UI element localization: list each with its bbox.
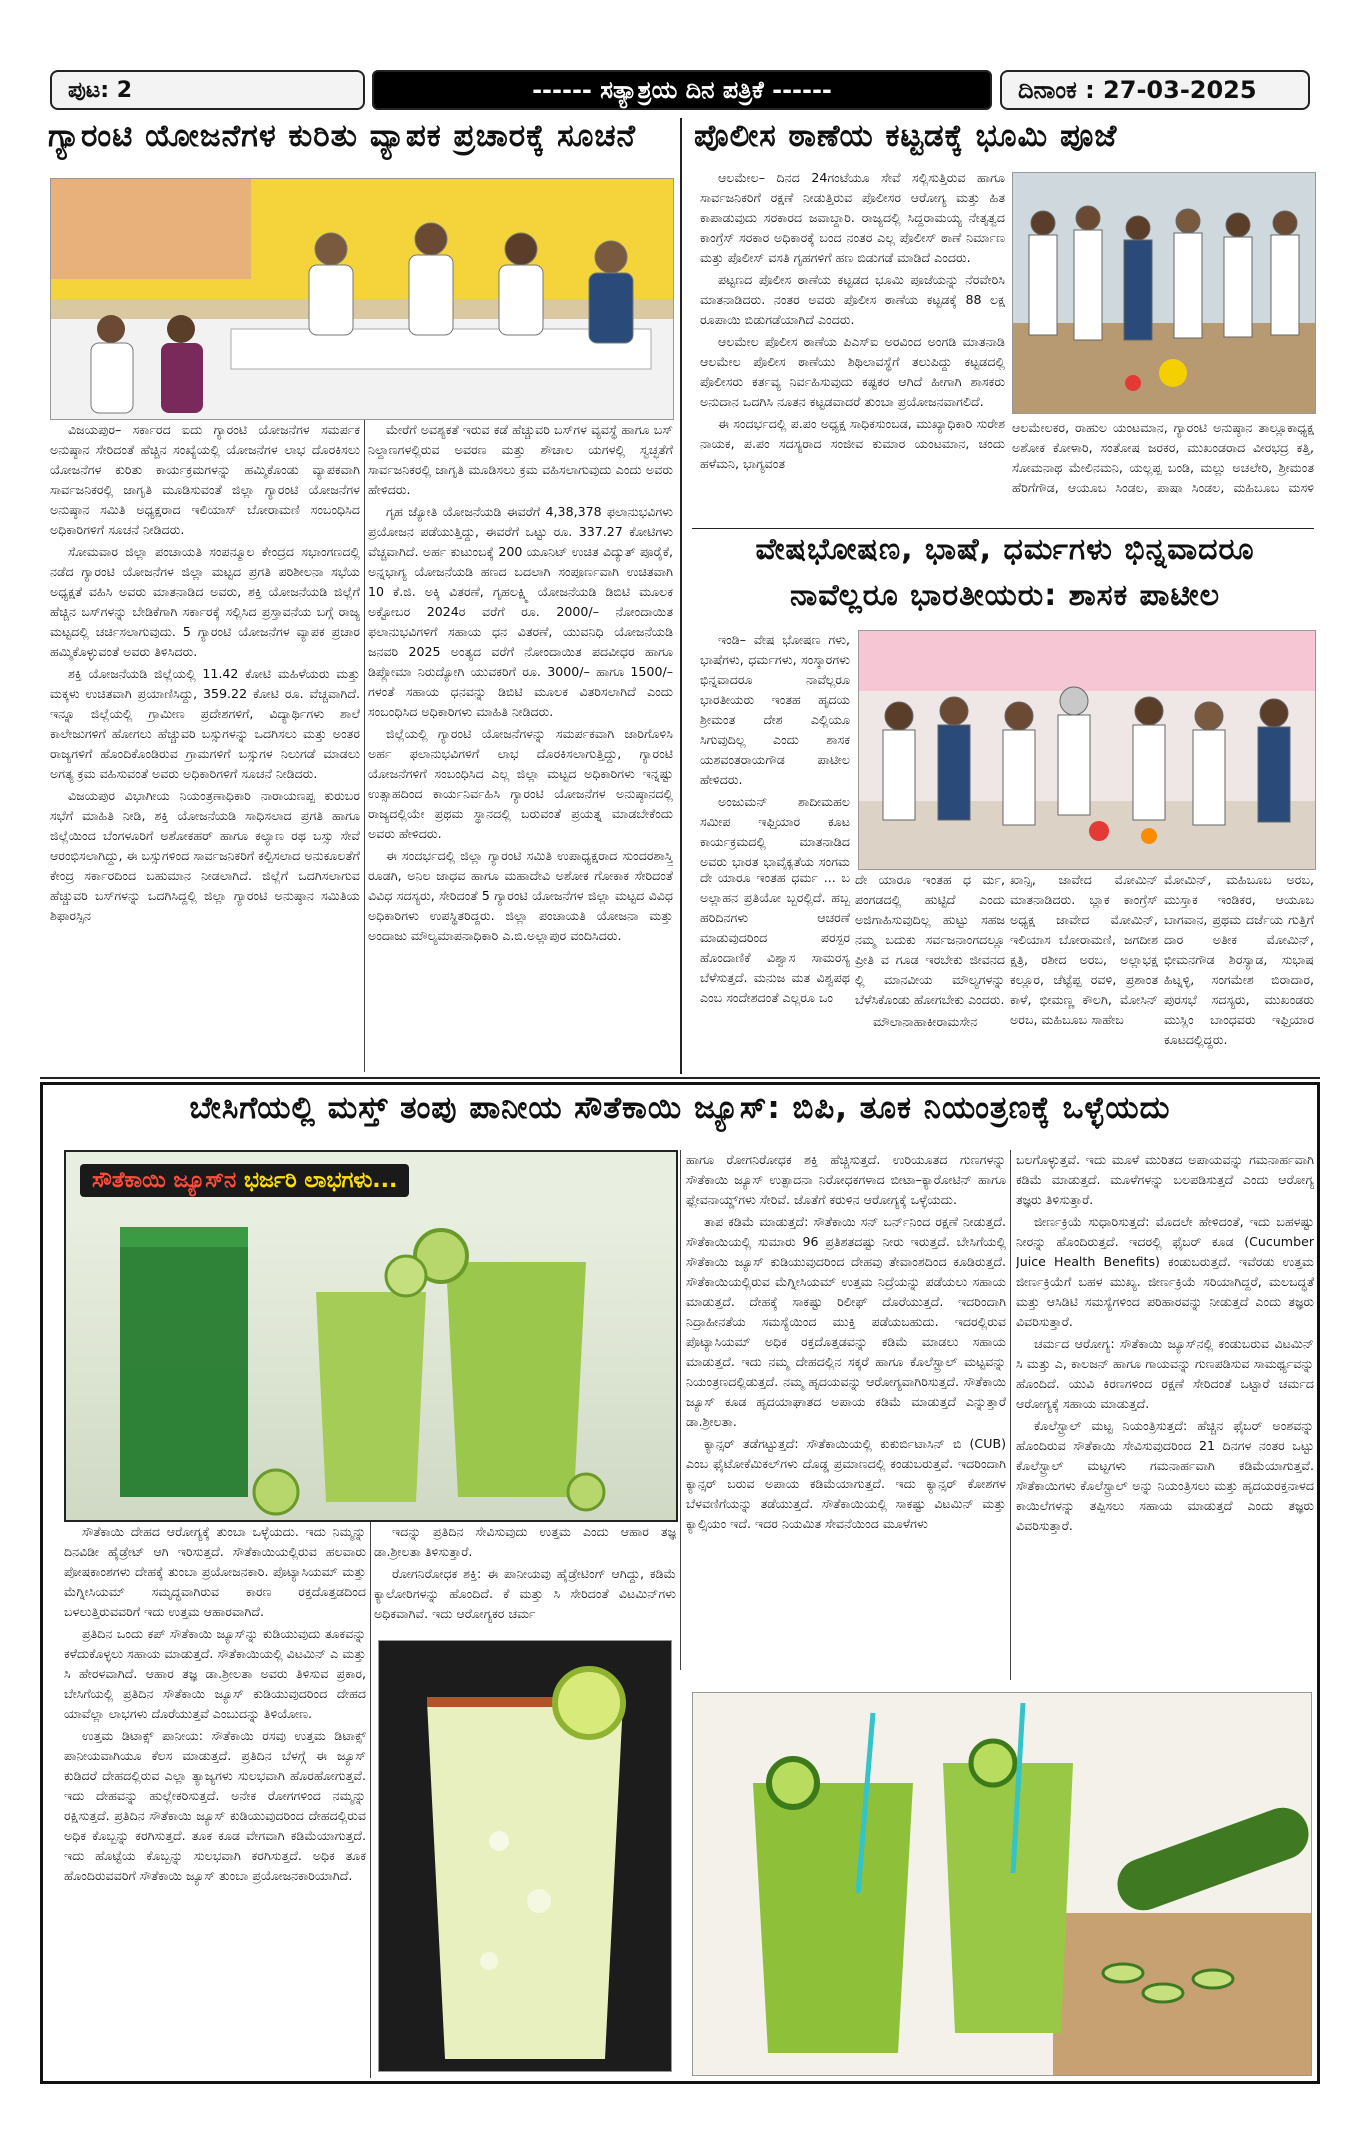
- lime-juice-image: [378, 1640, 672, 2072]
- story4-col-left: ಸೌತೆಕಾಯಿ ದೇಹದ ಆರೋಗ್ಯಕ್ಕೆ ತುಂಬಾ ಒಳ್ಳೆಯದು. ಇದು ನಿಮ್ಮನ್ನು ದಿನವಿಡೀ ಹೈಡ್ರೇಟ್ ಆಗಿ ಇರಿಸುತ್ತದೆ. ಸೌತೆಕಾಯಿಯಲ್ಲಿರುವ ಹಲವಾರು ಪೋಷಕಾಂಶಗಳು ದೇಹಕ್ಕೆ ತುಂಬಾ ಪ್ರಯೋಜನಕಾರಿ. ಪೊಟ್ಯಾಸಿಯಮ್ ಮತ್ತು ಮೆಗ್ನೀಸಿಯಮ್ ಸಮೃದ್ಧವಾಗಿರುವ ಕಾರಣ ರಕ್ತದೊತ್ತಡದಿಂದ ಬಳಲುತ್ತಿರುವವರಿಗೆ ಇದು ಉತ್ತಮ ಆಹಾರವಾಗಿದೆ. ಪ್ರತಿದಿನ ಒಂದು ಕಪ್ ಸೌತೆಕಾಯಿ ಜ್ಯೂಸ್‌ನ್ನು ಕುಡಿಯುವುದು ತೂಕವನ್ನು ಕಳೆದುಕೊಳ್ಳಲು ಸಹಾಯ ಮಾಡುತ್ತದೆ. ಸೌತೆಕಾಯಿಯಲ್ಲಿ ವಿಟಮಿನ್ ಎ ಮತ್ತು ಸಿ ಹೇರಳವಾಗಿದೆ. ಆಹಾರ ತಜ್ಞ ಡಾ.ಶ್ರೀಲತಾ ಅವರು ತಿಳಿಸುವ ಪ್ರಕಾರ, ಬೇಸಿಗೆಯಲ್ಲಿ ಪ್ರತಿದಿನ ಸೌತೆಕಾಯಿ ಜ್ಯೂಸ್ ಕುಡಿಯುವುದರಿಂದ ದೇಹದ ಯಾವೆಲ್ಲಾ ಲಾಭಗಳು ದೊರೆಯುತ್ತವೆ ಎಂಬುದನ್ನು ತಿಳಿಯೋಣ. ಉತ್ತಮ ಡಿಟಾಕ್ಸ್ ಪಾನೀಯ: ಸೌತೆಕಾಯಿ ರಸವು ಉತ್ತಮ ಡಿಟಾಕ್ಸ್ ಪಾನೀಯವಾಗಿಯೂ ಕೆಲಸ ಮಾಡುತ್ತದೆ. ಪ್ರತಿದಿನ ಬೆಳಗ್ಗೆ ಈ ಜ್ಯೂಸ್ ಕುಡಿದರೆ ದೇಹದಲ್ಲಿರುವ ಎಲ್ಲಾ ತ್ಯಾಜ್ಯಗಳು ಸುಲಭವಾಗಿ ಹೊರಹೋಗುತ್ತವೆ. ಇದು ದೇಹವನ್ನು ಹುಲ್ಲೇಕರಿಸುತ್ತದೆ. ಅನೇಕ ರೋಗಗಳಿಂದ ನಮ್ಮನ್ನು ರಕ್ಷಿಸುತ್ತದೆ. ಪ್ರತಿದಿನ ಸೌತೆಕಾಯಿ ಜ್ಯೂಸ್ ಕುಡಿಯುವುದರಿಂದ ದೇಹದಲ್ಲಿರುವ ಅಧಿಕ ಕೊಬ್ಬನ್ನು ಕರಗಿಸುತ್ತದೆ. ತೂಕ ಕೂಡ ವೇಗವಾಗಿ ಕಡಿಮೆಯಾಗುತ್ತದೆ. ಇದು ಹೊಟ್ಟೆಯ ಕೊಬ್ಬನ್ನು ಸುಲಭವಾಗಿ ಕರಗಿಸುತ್ತದೆ. ಅಧಿಕ ತೂಕ ಹೊಂದಿರುವವರಿಗೆ ಸೌತೆಕಾಯಿ ಜ್ಯೂಸ್ ತುಂಬಾ ಪ್ರಯೋಜನಕಾರಿಯಾಗಿದೆ.: [64, 1524, 366, 1883]
- page-number: ಪುಟ: 2: [50, 70, 365, 110]
- story3-col-d: ಮೋಮಿನ್, ಮಹಿಬೂಬ ಅರಬ, ಮುಸ್ತಾಕ ಇಂಡಿಕರ, ಆಯೂಬ ಬಾಗವಾನ, ಪ್ರಥಮ ದರ್ಜೆಯ ಗುತ್ತಿಗೆ ದಾರ ಅತೀಕ ಮೋಮಿನ್, ಭೀಮನಗೌಡ ಶಿರಸ್ಯಾಡ, ಸುಭಾಷ ಹಿಟ್ನಳ್ಳಿ, ಸಂಗಮೇಶ ಬಿರಾದಾರ, ಪುರಸಭೆ ಸದಸ್ಯರು, ಮುಖಂಡರು ಮುಸ್ಲಿಂ ಬಾಂಧವರು ಇಫ್ತಿಯಾರ ಕೂಟದಲ್ಲಿದ್ದರು.: [1164, 872, 1314, 1047]
- banner-title: ಸೌತೆಕಾಯಿ ಜ್ಯೂಸ್‌ನ ಭರ್ಜರಿ ಲಾಭಗಳು...: [80, 1164, 409, 1197]
- story2-caption: ಆಲಮೇಲಕರ, ರಾಹುಲ ಯಂಟಮಾನ, ಗ್ಯಾರಂಟಿ ಅನುಷ್ಠಾನ ತಾಲ್ಲೂಕಾಧ್ಯಕ್ಷ ಅಶೋಕ ಕೋಳಾರಿ, ಸಂತೋಷ ಜರಕರ, ಮುಖಂಡರಾದ ವೀರಭದ್ರ ಕತ್ತಿ, ಸೋಮನಾಥ ಮೇಲಿನಮನಿ, ಯಲ್ಲಪ್ಪ ಬಂಡಿ, ಮಲ್ಲು ಅಚಲೇರಿ, ಶ್ರೀಮಂತ ಹೆರಿಗೆಗೌಡ, ಆಯೂಬ ಸಿಂಡಲ, ಪಾಷಾ ಸಿಂಡಲ, ಮಹಿಬೂಬ ಮಸಳಿ: [1012, 420, 1314, 495]
- story2-headline: ಪೊಲೀಸ ಠಾಣೆಯ ಕಟ್ಟಡಕ್ಕೆ ಭೂಮಿ ಪೂಜೆ: [694, 118, 1118, 154]
- col-divider: [364, 420, 365, 1072]
- story3-headline-1: ವೇಷಭೋಷಣ, ಭಾಷೆ, ಧರ್ಮಗಳು ಭಿನ್ನವಾದರೂ: [755, 532, 1255, 567]
- col-divider: [1010, 1150, 1011, 1680]
- meeting-photo: [50, 178, 674, 420]
- story-divider: [692, 528, 1314, 529]
- juice-banner-image: [64, 1150, 678, 1522]
- story1-headline: ಗ್ಯಾರಂಟಿ ಯೋಜನೆಗಳ ಕುರಿತು ವ್ಯಾಪಕ ಪ್ರಚಾರಕ್ಕೆ ಸೂಚನೆ: [48, 118, 637, 154]
- story3-col-b: ದೇ ಯಾರೂ ಇಂತಹ ಧ ರ್ಮ, ಪಂಗಡದಲ್ಲಿ ಹುಟ್ಟಿದೆ ಎಂದು ಅಜಿಗಾಹಿಸುವುದಿಲ್ಲ ಹುಟ್ಟು ಸಹಜ ನಮ್ಮ ಬದುಕು ಸರ್ವಜನಾಂಗದಲ್ಲೂ ಪ್ರೀತಿ ವ ಗೂಡ ಇರಬೇಕು ಜೀವನದ ಲ್ಲಿ ಮಾನವೀಯ ಮೌಲ್ಯಗಳನ್ನು ಬೆಳೆಸಿಕೊಂಡು ಹೋಗಬೇಕು ಎಂದರು. ಮೌಲಾನಾಹಾಕೀರಾಮಸೇನ: [855, 872, 1005, 1029]
- paper-name: ------ ಸತ್ಯಾಶ್ರಯ ದಿನ ಪತ್ರಿಕೆ ------: [372, 70, 992, 110]
- story1-col1: ವಿಜಯಪುರ– ಸರ್ಕಾರದ ಐದು ಗ್ಯಾರಂಟಿ ಯೋಜನೆಗಳ ಸಮರ್ಪಕ ಅನುಷ್ಠಾನ ಸೇರಿದಂತೆ ಹೆಚ್ಚಿನ ಸಂಖ್ಯೆಯಲ್ಲಿ ಯೋಜನೆಗಳ ಲಾಭ ದೊರಕಿಸಲು ಯೋಜನೆಗಳ ಕುರಿತು ಕಾರ್ಯಕ್ರಮಗಳನ್ನು ಹಮ್ಮಿಕೊಂಡು ವ್ಯಾಪಕವಾಗಿ ಸಾರ್ವಜನಿಕರಲ್ಲಿ ಜಾಗೃತಿ ಮೂಡಿಸುವಂತೆ ಜಿಲ್ಲಾ ಗ್ಯಾರಂಟಿ ಯೋಜನೆಗಳ ಅನುಷ್ಠಾನ ಸಮಿತಿ ಅಧ್ಯಕ್ಷರಾದ ಇಲಿಯಾಸ್ ಬೋರಾಮಣಿ ಸಂಬಂಧಿಸಿದ ಅಧಿಕಾರಿಗಳಿಗೆ ಸೂಚನೆ ನೀಡಿದರು. ಸೋಮವಾರ ಜಿಲ್ಲಾ ಪಂಚಾಯತಿ ಸಂಪನ್ಮೂಲ ಕೇಂದ್ರದ ಸಭಾಂಗಣದಲ್ಲಿ ನಡೆದ ಗ್ಯಾರಂಟಿ ಯೋಜನೆಗಳ ಜಿಲ್ಲಾ ಮಟ್ಟದ ಪ್ರಗತಿ ಪರಿಶೀಲನಾ ಸಭೆಯ ಅಧ್ಯಕ್ಷತೆ ವಹಿಸಿ ಅವರು ಮಾತನಾಡಿದ ಅವರು, ಶಕ್ತಿ ಯೋಜನೆಯಡಿ ಜಿಲ್ಲೆಗೆ ಹೆಚ್ಚಿನ ಬಸ್‌ಗಳನ್ನು ಬೇಡಿಕೆಗಾಗಿ ಸರ್ಕಾರಕ್ಕೆ ಸಲ್ಲಿಸಿದ ಪ್ರಸ್ತಾವನೆಯ ಬಗ್ಗೆ ರಾಜ್ಯ ಮಟ್ಟದಲ್ಲಿ ಚರ್ಚಿಸಲಾಗುವುದು. 5 ಗ್ಯಾರಂಟಿ ಯೋಜನೆಗಳ ವ್ಯಾಪಕ ಪ್ರಚಾರ ಹಮ್ಮಿಕೊಳ್ಳುವಂತೆ ಅವರು ತಿಳಿಸಿದರು. ಶಕ್ತಿ ಯೋಜನೆಯಡಿ ಜಿಲ್ಲೆಯಲ್ಲಿ 11.42 ಕೋಟಿ ಮಹಿಳೆಯರು ಮತ್ತು ಮಕ್ಕಳು ಉಚಿತವಾಗಿ ಪ್ರಯಾಣಿಸಿದ್ದು, 359.22 ಕೋಟಿ ರೂ. ವೆಚ್ಚವಾಗಿದೆ. ಇನ್ನೂ ಜಿಲ್ಲೆಯಲ್ಲಿ ಗ್ರಾಮೀಣ ಪ್ರದೇಶಗಳಿಗೆ, ವಿದ್ಯಾರ್ಥಿಗಳು ಶಾಲೆ ಕಾಲೇಜುಗಳಿಗೆ ಹೋಗಲು ಹೆಚ್ಚುವರಿ ಬಸ್ಸುಗಳನ್ನು ಒದಗಿಸಲು ಮತ್ತು ಅಂತರ ರಾಜ್ಯಗಳಿಗೆ ಹೊಂದಿಕೊಂಡಿರುವ ಗ್ರಾಮಗಳಿಗೆ ಬಸ್ಸುಗಳ ನಿಲುಗಡೆ ಮಾಡಲು ಅಗತ್ಯ ಕ್ರಮ ವಹಿಸುವಂತೆ ಅವರು ಅಧಿಕಾರಿಗಳಿಗೆ ಸೂಚನೆ ನೀಡಿದರು. ವಿಜಯಪುರ ವಿಭಾಗೀಯ ನಿಯಂತ್ರಣಾಧಿಕಾರಿ ನಾರಾಯಣಪ್ಪ ಕುರುಬರ ಸಭೆಗೆ ಮಾಹಿತಿ ನೀಡಿ, ಶಕ್ತಿ ಯೋಜನೆಯಡಿ ಸಾಧಿಸಲಾದ ಪ್ರಗತಿ ಹಾಗೂ ಜಿಲ್ಲೆಯಿಂದ ಬೆಂಗಳೂರಿಗೆ ಅಶೋಕಹರ್ ಹಾಗೂ ಕಲ್ಯಾಣ ರಥ ಬಸ್ಸು ಸೇವೆ ಆರಂಭಿಸಲಾಗಿದ್ದು, ಈ ಬಸ್ಸುಗಳಿಂದ ಸಾರ್ವಜನಿಕರಿಗೆ ಕಲ್ಪಿಸಲಾದ ಅನುಕೂಲತೆಗೆ ಕೇಂದ್ರ ಸರ್ಕಾರದಿಂದ ಬಹುಮಾನ ನೀಡಲಾಗಿದೆ. ಜಿಲ್ಲೆಗೆ ಒದಗಿಸಲಾಗುವ ಹೆಚ್ಚುವರಿ ಬಸ್‌ಗಳನ್ನು ಒದಗಿಸಿದ್ದಲ್ಲಿ ಜಿಲ್ಲಾ ಗ್ಯಾರಂಟಿ ಅನುಷ್ಠಾನ ಸಮಿತಿಯ ಶಿಫಾರಸ್ಸಿನ: [50, 422, 360, 923]
- story3-col-a: ದೇ ಯಾರೂ ಇಂತಹ ಧರ್ಮ ... ಬ ಅಲ್ಲಾಹನ ಪ್ರತಿಯೋ ಬ್ಬರಲ್ಲಿದೆ. ಹಬ್ಬ ಹರಿದಿನಗಳು ಆಚರಣೆ ಮಾಡುವುದರಿಂದ ಪರಸ್ಪರ ಹೊಂದಾಣಿಕೆ ವಿಶ್ವಾಸ ಸಾಮರಸ್ಯ ಬೆಳೆಸುತ್ತದೆ. ಮನುಜ ಮತ ವಿಶ್ವಪಥ ಎಂಬ ಸಂದೇಶದಂತೆ ಎಲ್ಲರೂ ಒಂ: [700, 870, 850, 1005]
- cucumber-juice-image: [692, 1692, 1312, 2076]
- story2-body: ಆಲಮೇಲ– ದಿನದ 24ಗಂಟೆಯೂ ಸೇವೆ ಸಲ್ಲಿಸುತ್ತಿರುವ ಹಾಗೂ ಸಾರ್ವಜನಿಕರಿಗೆ ರಕ್ಷಣೆ ನೀಡುತ್ತಿರುವ ಪೊಲೀಸರ ಆರೋಗ್ಯ ಮತ್ತು ಹಿತ ಕಾಪಾಡುವುದು ಸರಕಾರದ ಜವಾಬ್ದಾರಿ. ರಾಜ್ಯದಲ್ಲಿ ಸಿದ್ದರಾಮಯ್ಯ ನೇತೃತ್ವದ ಕಾಂಗ್ರೆಸ್ ಸರಕಾರ ಅಧಿಕಾರಕ್ಕೆ ಬಂದ ನಂತರ ಎಲ್ಲ ಪೊಲೀಸ್ ಠಾಣೆ ನಿರ್ಮಾಣ ಮತ್ತು ಪೊಲೀಸ್ ವಸತಿ ಗೃಹಗಳಿಗೆ ಹಣ ಬಿಡುಗಡೆ ಮಾಡಿದೆ ಎಂದರು. ಪಟ್ಟಣದ ಪೊಲೀಸ ಠಾಣೆಯ ಕಟ್ಟಡದ ಭೂಮಿ ಪೂಜೆಯನ್ನು ನೆರವೇರಿಸಿ ಮಾತನಾಡಿದರು. ನಂತರ ಅವರು ಪೊಲೀಸ ಠಾಣೆಯ ಕಟ್ಟಡಕ್ಕೆ 88 ಲಕ್ಷ ರೂಪಾಯಿ ಬಿಡುಗಡೆಯಾಗಿದೆ ಎಂದರು. ಆಲಮೇಲ ಪೊಲೀಸ ಠಾಣೆಯ ಪಿಎಸ್‌ಐ ಅರವಿಂದ ಅಂಗಡಿ ಮಾತನಾಡಿ ಆಲಮೇಲ ಪೊಲೀಸ ಠಾಣೆಯು ಶಿಥಿಲಾವಸ್ಥೆಗೆ ತಲುಪಿದ್ದು ಕಟ್ಟಡದಲ್ಲಿ ಪೊಲೀಸರು ಕರ್ತವ್ಯ ನಿರ್ವಹಿಸುವುದು ಕಷ್ಟಕರ ಆಗಿದೆ ಹೀಗಾಗಿ ಶಾಸಕರು ಅನುದಾನ ಒದಗಿಸಿ ನೂತನ ಕಟ್ಟಡವಾದರೆ ತುಂಬಾ ಪ್ರಯೋಜನವಾಗಲಿದೆ. ಈ ಸಂದರ್ಭದಲ್ಲಿ ಪ.ಪಂ ಅಧ್ಯಕ್ಷ ಸಾಧಿಕಸುಂಬಡ, ಮುಖ್ಯಾಧಿಕಾರಿ ಸುರೇಶ ನಾಯಕ, ಪ.ಪಂ ಸದಸ್ಯರಾದ ಸಂಜೀವ ಕುಮಾರ ಯಂಟಮಾನ, ಚಂದು ಹಳೆಮನಿ, ಭಾಗ್ಯವಂತ: [700, 170, 1005, 471]
- story4-col-mid: ಇದನ್ನು ಪ್ರತಿದಿನ ಸೇವಿಸುವುದು ಉತ್ತಮ ಎಂದು ಆಹಾರ ತಜ್ಞ ಡಾ.ಶ್ರೀಲತಾ ತಿಳಿಸುತ್ತಾರೆ. ರೋಗನಿರೋಧಕ ಶಕ್ತಿ: ಈ ಪಾನೀಯವು ಹೈಡ್ರೇಟಿಂಗ್ ಆಗಿದ್ದು, ಕಡಿಮೆ ಕ್ಯಾಲೋರಿಗಳನ್ನು ಹೊಂದಿದೆ. ಕೆ ಮತ್ತು ಸಿ ಸೇರಿದಂತೆ ವಿಟಮಿನ್‌ಗಳು ಅಧಿಕವಾಗಿವೆ. ಇದು ಆರೋಗ್ಯಕರ ಚರ್ಮ: [374, 1524, 676, 1621]
- story4-col-r2: ಬಲಗೊಳ್ಳುತ್ತವೆ. ಇದು ಮೂಳೆ ಮುರಿತದ ಅಪಾಯವನ್ನು ಗಮನಾರ್ಹವಾಗಿ ಕಡಿಮೆ ಮಾಡುತ್ತದೆ. ಮೂಳೆಗಳನ್ನು ಬಲಪಡಿಸುತ್ತದೆ ಎಂದು ಆರೋಗ್ಯ ತಜ್ಞರು ತಿಳಿಸುತ್ತಾರೆ. ಜೀರ್ಣಕ್ರಿಯೆ ಸುಧಾರಿಸುತ್ತದೆ: ಮೊದಲೇ ಹೇಳಿದಂತೆ, ಇದು ಬಹಳಷ್ಟು ನೀರನ್ನು ಹೊಂದಿರುತ್ತದೆ. ಇದರಲ್ಲಿ ಫೈಬರ್ ಕೂಡ (Cucumber Juice Health Benefits) ಕಂಡುಬರುತ್ತದೆ. ಇವೆರಡು ಉತ್ತಮ ಜೀರ್ಣಕ್ರಿಯೆಗೆ ಬಹಳ ಮುಖ್ಯ. ಜೀರ್ಣಕ್ರಿಯೆ ಸರಿಯಾಗಿದ್ದರೆ, ಮಲಬದ್ಧತೆ ಮತ್ತು ಆಸಿಡಿಟಿ ಸಮಸ್ಯೆಗಳಿಂದ ಪರಿಹಾರವನ್ನು ನೀಡುತ್ತದೆ ಎಂದು ತಜ್ಞರು ವಿವರಿಸುತ್ತಾರೆ. ಚರ್ಮದ ಆರೋಗ್ಯ: ಸೌತೆಕಾಯಿ ಜ್ಯೂಸ್‌ನಲ್ಲಿ ಕಂಡುಬರುವ ವಿಟಮಿನ್ ಸಿ ಮತ್ತು ಎ, ಕಾಲಜನ್ ಹಾಗೂ ಗಾಯವನ್ನು ಗುಣಪಡಿಸುವ ಸಾಮರ್ಥ್ಯವನ್ನು ಹೊಂದಿದೆ. ಯುವಿ ಕಿರಣಗಳಿಂದ ರಕ್ಷಣೆ ಸೇರಿದಂತೆ ಒಟ್ಟಾರೆ ಚರ್ಮದ ಆರೋಗ್ಯಕ್ಕೆ ಸಹಾಯ ಮಾಡುತ್ತದೆ. ಕೊಲೆಸ್ಟ್ರಾಲ್ ಮಟ್ಟ ನಿಯಂತ್ರಿಸುತ್ತದೆ: ಹೆಚ್ಚಿನ ಫೈಬರ್ ಅಂಶವನ್ನು ಹೊಂದಿರುವ ಸೌತೆಕಾಯಿ ಸೇವಿಸುವುದರಿಂದ 21 ದಿನಗಳ ನಂತರ ಒಟ್ಟು ಕೊಲೆಸ್ಟ್ರಾಲ್ ಮಟ್ಟಗಳು ಗಮನಾರ್ಹವಾಗಿ ಕಡಿಮೆಯಾಗುತ್ತವೆ. ಸೌತೆಕಾಯಿಗಳು ಕೊಲೆಸ್ಟ್ರಾಲ್ ಅನ್ನು ನಿಯಂತ್ರಿಸಲು ಮತ್ತು ಹೃದಯರಕ್ತನಾಳದ ಕಾಯಿಲೆಗಳನ್ನು ತಪ್ಪಿಸಲು ಸಹಾಯ ಮಾಡುತ್ತದೆ ಎಂದು ತಜ್ಞರು ವಿವರಿಸುತ್ತಾರೆ.: [1016, 1152, 1314, 1533]
- story3-col-c: ಖಾನ್ಸಿ, ಜಾವೇದ ಮೋಮಿನ್ ಮಾತನಾಡಿದರು. ಬ್ಲಾಕ ಕಾಂಗ್ರೆಸ್ ಅಧ್ಯಕ್ಷ ಜಾವೇದ ಮೋಮಿನ್, ಇಲಿಯಾಸ ಬೋರಾಮಣಿ, ಜಗದೀಶ ಕ್ಷತ್ರಿ, ರಶೀದ ಅರಬ, ಅಲ್ಲಾಭಕ್ಷ ಕಲ್ಲೂರ, ಚೆಟ್ಟೆಪ್ಪ ರವಳಿ, ಪ್ರಶಾಂತ ಕಾಳೆ, ಭೀಮಣ್ಣ ಕೌಲಗಿ, ಮೋಸಿನ್ ಅರಬ, ಮಹಿಬೂಬ ಸಾಹೇಬ: [1010, 872, 1158, 1027]
- story4-col-r1: ಹಾಗೂ ರೋಗನಿರೋಧಕ ಶಕ್ತಿ ಹೆಚ್ಚಿಸುತ್ತದೆ. ಉರಿಯೂತದ ಗುಣಗಳನ್ನು ಸೌತೆಕಾಯಿ ಜ್ಯೂಸ್ ಉತ್ಪಾದನಾ ನಿರೋಧಕಗಳಾದ ಬೀಟಾ–ಕ್ಯಾರೋಟಿನ್ ಹಾಗೂ ಫ್ಲೇವನಾಯ್ಡ್‌ಗಳು ಸೇರಿವೆ. ಜೊತೆಗೆ ಕರುಳಿನ ಆರೋಗ್ಯಕ್ಕೆ ಒಳ್ಳೆಯದು. ತಾಪ ಕಡಿಮೆ ಮಾಡುತ್ತದೆ: ಸೌತೆಕಾಯಿ ಸನ್ ಬರ್ನ್‌ನಿಂದ ರಕ್ಷಣೆ ನೀಡುತ್ತದೆ. ಸೌತೆಕಾಯಿಯಲ್ಲಿ ಸುಮಾರು 96 ಪ್ರತಿಶತದಷ್ಟು ನೀರು ಇರುತ್ತದೆ. ಬೇಸಿಗೆಯಲ್ಲಿ ಸೌತೆಕಾಯಿ ಜ್ಯೂಸ್ ಕುಡಿಯುವುದರಿಂದ ದೇಹವು ತೇವಾಂಶದಿಂದ ಕೂಡಿರುತ್ತದೆ. ಸೌತೆಕಾಯಿಯಲ್ಲಿರುವ ಮೆಗ್ನೀಸಿಯಮ್ ಉತ್ತಮ ನಿದ್ರೆಯನ್ನು ಪಡೆಯಲು ಸಹಾಯ ಮಾಡುತ್ತದೆ. ದೇಹಕ್ಕೆ ಸಾಕಷ್ಟು ರಿಲೀಫ್ ದೊರೆಯುತ್ತದೆ. ಇದರಿಂದಾಗಿ ನಿದ್ರಾಹೀನತೆಯ ಸಮಸ್ಯೆಯಿಂದ ಮುಕ್ತಿ ಪಡೆಯಬಹುದು. ಇದರಲ್ಲಿರುವ ಪೊಟ್ಯಾಸಿಯಮ್ ಅಧಿಕ ರಕ್ತದೊತ್ತಡವನ್ನು ಕಡಿಮೆ ಮಾಡಲು ಸಹಾಯ ಮಾಡುತ್ತದೆ. ಇದು ನಮ್ಮ ದೇಹದಲ್ಲಿನ ಸಕ್ಕರೆ ಹಾಗೂ ಕೊಲೆಸ್ಟ್ರಾಲ್ ಮಟ್ಟವನ್ನು ನಿಯಂತ್ರಣದಲ್ಲಿಡುತ್ತದೆ. ನಮ್ಮ ಹೃದಯವನ್ನು ಆರೋಗ್ಯವಾಗಿರಿಸುತ್ತದೆ. ಸೌತೆಕಾಯಿ ಜ್ಯೂಸ್ ಕೂಡ ಹೃದಯಾಘಾತದ ಅಪಾಯ ಕಡಿಮೆ ಮಾಡುತ್ತದೆ ಎನ್ನುತ್ತಾರೆ ಡಾ.ಶ್ರೀಲತಾ. ಕ್ಯಾನ್ಸರ್ ತಡೆಗಟ್ಟುತ್ತದೆ: ಸೌತೆಕಾಯಿಯಲ್ಲಿ ಕುಕುರ್ಬಿಟಾಸಿನ್ ಬಿ (CUB) ಎಂಬ ಫೈಟೋಕೆಮಿಕಲ್‌ಗಳು ದೊಡ್ಡ ಪ್ರಮಾಣದಲ್ಲಿ ಕಂಡುಬರುತ್ತವೆ. ಇದರಿಂದಾಗಿ ಕ್ಯಾನ್ಸರ್ ಬರುವ ಅಪಾಯ ಕಡಿಮೆಯಾಗುತ್ತದೆ. ಇದು ಕ್ಯಾನ್ಸರ್ ಕೋಶಗಳ ಬೆಳವಣಿಗೆಯನ್ನು ತಡೆಯುತ್ತದೆ. ಸೌತೆಕಾಯಿಯಲ್ಲಿ ಸಾಕಷ್ಟು ವಿಟಮಿನ್ ಮತ್ತು ಕ್ಯಾಲ್ಸಿಯಂ ಇದೆ. ಇದರ ನಿಯಮಿತ ಸೇವನೆಯಿಂದ ಮೂಳೆಗಳು: [686, 1152, 1006, 1531]
- col-divider: [680, 1150, 681, 1670]
- issue-date: ದಿನಾಂಕ : 27-03-2025: [1000, 70, 1310, 110]
- story4-headline: ಬೇಸಿಗೆಯಲ್ಲಿ ಮಸ್ತ್ ತಂಪು ಪಾನೀಯ ಸೌತೆಕಾಯಿ ಜ್ಯೂಸ್: ಬಿಪಿ, ತೂಕ ನಿಯಂತ್ರಣಕ್ಕೆ ಒಳ್ಳೆಯದು: [189, 1090, 1171, 1126]
- iftar-photo: [858, 630, 1316, 870]
- story3-headline-2: ನಾವೆಲ್ಲರೂ ಭಾರತೀಯರು: ಶಾಸಕ ಪಾಟೀಲ: [789, 578, 1221, 613]
- section-divider: [40, 1077, 1320, 1079]
- col-divider: [370, 1522, 371, 2078]
- story3-lead: ಇಂಡಿ– ವೇಷ ಭೋಷಣ ಗಳು, ಭಾಷೆಗಳು, ಧರ್ಮಗಳು, ಸಂಸ್ಕಾರಗಳು ಭಿನ್ನವಾದರೂ ನಾವೆಲ್ಲರೂ ಭಾರತೀಯರು ಇಂತಹ ಹೃದಯ ಶ್ರೀಮಂತ ದೇಶ ಎಲ್ಲಿಯೂ ಸಿಗುವುದಿಲ್ಲ ಎಂದು ಶಾಸಕ ಯಶವಂತರಾಯಗೌಡ ಪಾಟೀಲ ಹೇಳಿದರು. ಅಂಜುಮನ್ ಶಾದೀಮಹಲ ಸಮೀಪ ಇಫ್ತಿಯಾರ ಕೂಟ ಕಾರ್ಯಕ್ರಮದಲ್ಲಿ ಮಾತನಾಡಿದ ಅವರು ಭಾರತ ಭಾವೈಕ್ಯತೆಯ ಸಂಗಮ: [700, 632, 850, 869]
- ground-breaking-photo: [1012, 172, 1316, 414]
- page-divider: [680, 118, 682, 1074]
- story1-col2: ಮೇರೆಗೆ ಅವಶ್ಯಕತೆ ಇರುವ ಕಡೆ ಹೆಚ್ಚುವರಿ ಬಸ್‌ಗಳ ವ್ಯವಸ್ಥೆ ಹಾಗೂ ಬಸ್ ನಿಲ್ದಾಣಗಳಲ್ಲಿರುವ ಅವರಣ ಮತ್ತು ಶೌಚಾಲ ಯಗಳಲ್ಲಿ ಸ್ವಚ್ಛತೆಗೆ ಸಾರ್ವಜನಿಕರಲ್ಲಿ ಜಾಗೃತಿ ಮೂಡಿಸಲು ಕ್ರಮ ವಹಿಸಲಾಗುವುದು ಎಂದು ಅವರು ಹೇಳಿದರು. ಗೃಹ ಜ್ಯೋತಿ ಯೋಜನೆಯಡಿ ಈವರೆಗೆ 4,38,378 ಫಲಾನುಭವಿಗಳು ಪ್ರಯೋಜನ ಪಡೆಯುತ್ತಿದ್ದು, ಈವರೆಗೆ ಒಟ್ಟು ರೂ. 337.27 ಕೋಟಿಗಳು ವೆಚ್ಚವಾಗಿದೆ. ಅರ್ಹ ಕುಟುಂಬಕ್ಕೆ 200 ಯೂನಿಟ್ ಉಚಿತ ವಿದ್ಯುತ್ ಪೂರೈಕೆ, ಅನ್ನಭಾಗ್ಯ ಯೋಜನೆಯಡಿ ಹಣದ ಬದಲಾಗಿ ಸಂಪೂರ್ಣವಾಗಿ ಉಚಿತವಾಗಿ 10 ಕೆ.ಜಿ. ಅಕ್ಕಿ ವಿತರಣೆ, ಗೃಹಲಕ್ಷ್ಮಿ ಯೋಜನೆಯಡಿ ಡಿಬಿಟಿ ಮೂಲಕ ಅಕ್ಟೋಬರ 2024ರ ವರೆಗೆ ರೂ. 2000/– ನೋಂದಾಯಿತ ಫಲಾನುಭವಿಗಳಿಗೆ ಸಹಾಯ ಧನ ವಿತರಣೆ, ಯುವನಿಧಿ ಯೋಜನೆಯಡಿ ಜನವರಿ 2025 ಅಂತ್ಯದ ವರೆಗೆ ನೋಂದಾಯಿತ ಪದವೀಧರ ಹಾಗೂ ಡಿಪ್ಲೋಮಾ ನಿರುದ್ಯೋಗಿ ಯುವಕರಿಗೆ ರೂ. 3000/– ಹಾಗೂ 1500/– ಗಳಂತೆ ಸಹಾಯ ಧನವನ್ನು ಡಿಬಿಟಿ ಮೂಲಕ ವಿತರಿಸಲಾಗಿದೆ ಎಂದು ಸಂಬಂಧಿಸಿದ ಅಧಿಕಾರಿಗಳು ಮಾಹಿತಿ ನೀಡಿದರು. ಜಿಲ್ಲೆಯಲ್ಲಿ ಗ್ಯಾರಂಟಿ ಯೋಜನೆಗಳನ್ನು ಸಮರ್ಪಕವಾಗಿ ಜಾರಿಗೊಳಿಸಿ ಅರ್ಹ ಫಲಾನುಭವಿಗಳಿಗೆ ಲಾಭ ದೊರಕಿಸಲಾಗುತ್ತಿದ್ದು, ಗ್ಯಾರಂಟಿ ಯೋಜನೆಗಳಿಗೆ ಸಂಬಂಧಿಸಿದ ಎಲ್ಲ ಜಿಲ್ಲಾ ಮಟ್ಟದ ಅಧಿಕಾರಿಗಳು ಇನ್ನಷ್ಟು ಉತ್ಸಾಹದಿಂದ ಕಾರ್ಯನಿರ್ವಹಿಸಿ ಗ್ಯಾರಂಟಿ ಯೋಜನೆಗಳ ಅನುಷ್ಠಾನದಲ್ಲಿ ರಾಜ್ಯದಲ್ಲಿಯೇ ಪ್ರಥಮ ಸ್ಥಾನದಲ್ಲಿ ಬರುವಂತೆ ಪ್ರಯತ್ನ ಮಾಡಬೇಕೆಂದು ಅವರು ಹೇಳಿದರು. ಈ ಸಂದರ್ಭದಲ್ಲಿ ಜಿಲ್ಲಾ ಗ್ಯಾರಂಟಿ ಸಮಿತಿ ಉಪಾಧ್ಯಕ್ಷರಾದ ಸುಂದರಶಾಸ್ತ್ರಿ ರೂಡಗಿ, ಅನಿಲ ಜಾಧವ ಹಾಗೂ ಮಹಾದೇವಿ ಅಶೋಕ ಗೋಕಾಕ ಸೇರಿದಂತೆ ವಿವಿಧ ಸದಸ್ಯರು, ಸೇರಿದಂತೆ 5 ಗ್ಯಾರಂಟಿ ಯೋಜನೆಗಳ ಜಿಲ್ಲಾ ಮಟ್ಟದ ವಿವಿಧ ಅಧಿಕಾರಿಗಳು ಉಪಸ್ಥಿತರಿದ್ದರು. ಜಿಲ್ಲಾ ಪಂಚಾಯತಿ ಯೋಜನಾ ಮತ್ತು ಅಂದಾಜು ಮೌಲ್ಯಮಾಪನಾಧಿಕಾರಿ ಎ.ಬಿ.ಅಲ್ಲಾಪುರ ವಂದಿಸಿದರು.: [368, 422, 673, 943]
